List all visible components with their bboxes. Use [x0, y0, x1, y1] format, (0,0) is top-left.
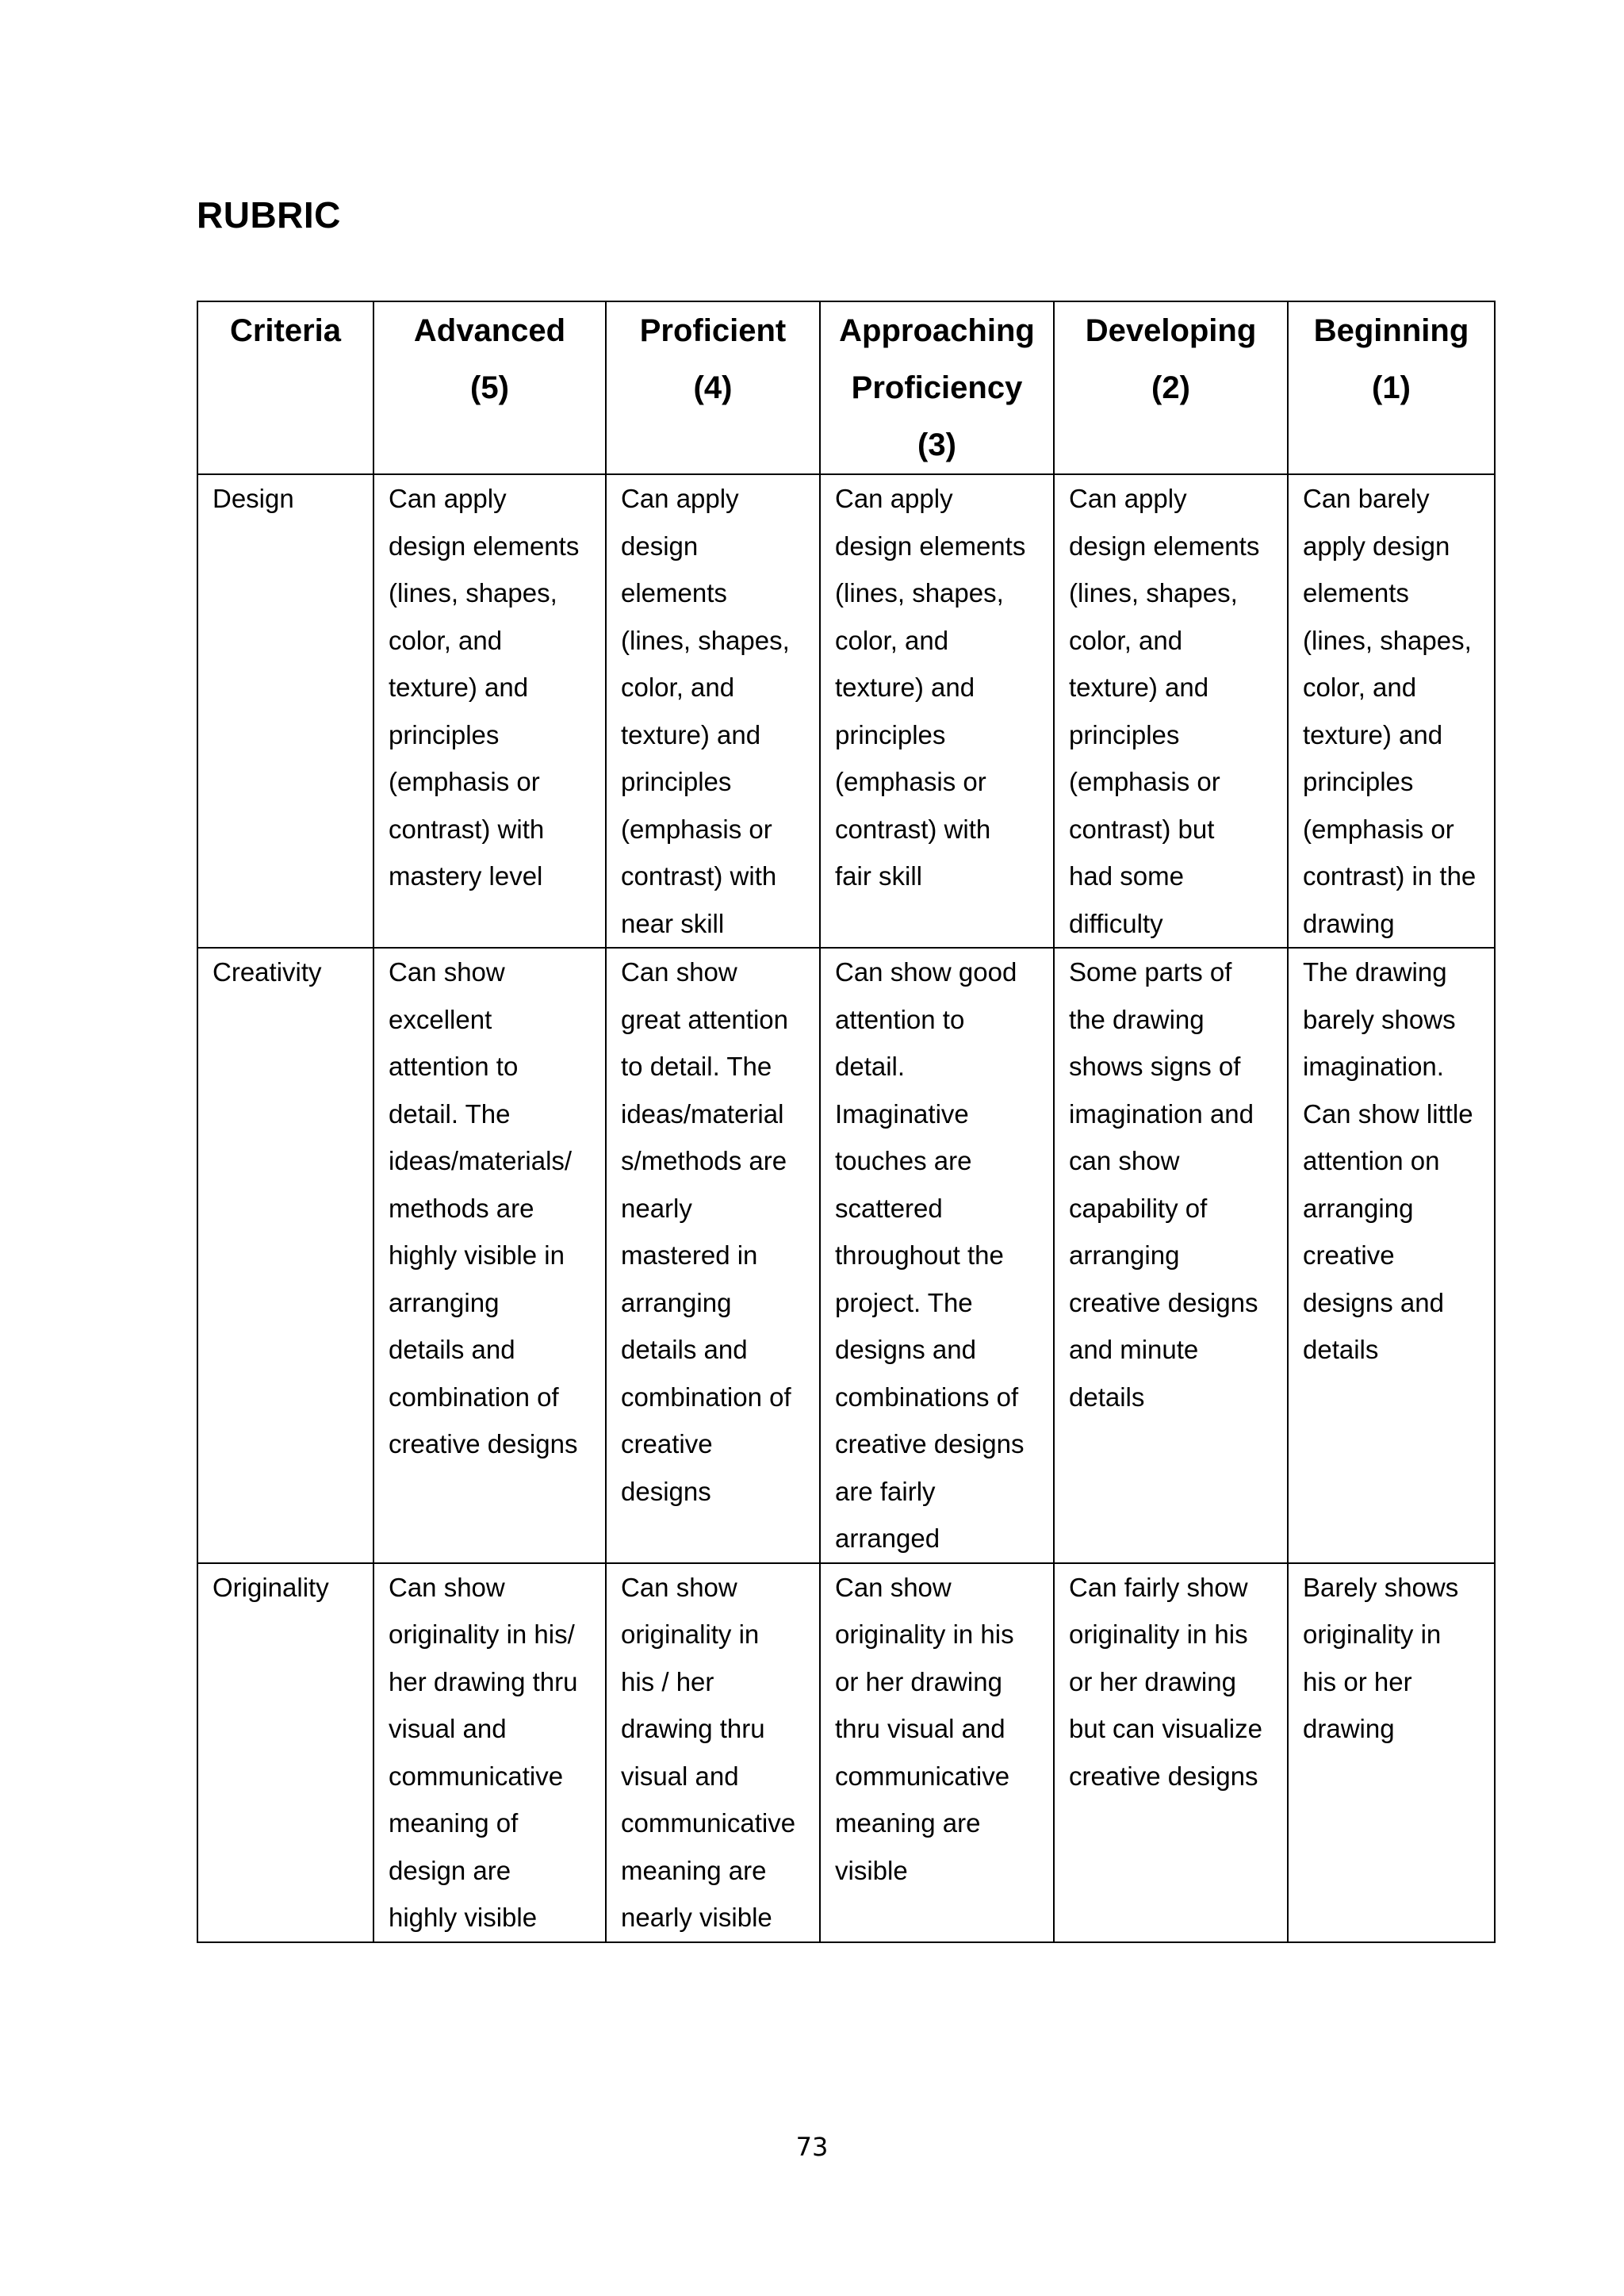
rubric-cell: Can apply design elements (lines, shapes, color, and texture) and principles (emphasis or contrast) with mastery level	[373, 474, 606, 948]
rubric-cell: Barely shows originality in his or her drawing	[1288, 1563, 1495, 1942]
rubric-cell: Can apply design elements (lines, shapes, color, and texture) and principles (emphasis or contrast) with fair skill	[820, 474, 1054, 948]
rubric-cell: Some parts of the drawing shows signs of imagination and can show capability of arranging creative designs and minute details	[1054, 948, 1288, 1563]
header-beginning: Beginning (1)	[1288, 301, 1495, 474]
header-row	[197, 301, 1495, 474]
rubric-cell: Can apply design elements (lines, shapes, color, and texture) and principles (emphasis or contrast) but had some difficulty	[1054, 474, 1288, 948]
rubric-cell: Can show excellent attention to detail. The ideas/materials/ methods are highly visible in arranging details and combination of creative designs	[373, 948, 606, 1563]
criterion-cell: Creativity	[197, 948, 373, 1563]
criterion-cell: Design	[197, 474, 373, 948]
rubric-table	[197, 301, 1496, 1943]
rubric-cell: Can show originality in his or her drawing thru visual and communicative meaning are visible	[820, 1563, 1054, 1942]
page-number: 73	[795, 2132, 829, 2162]
header-approaching-proficiency: Approaching Proficiency (3)	[820, 301, 1054, 474]
rubric-cell: Can fairly show originality in his or her drawing but can visualize creative designs	[1054, 1563, 1288, 1942]
header-developing: Developing (2)	[1054, 301, 1288, 474]
rubric-cell: Can show great attention to detail. The ideas/material s/methods are nearly mastered in arranging details and combination of creative designs	[606, 948, 820, 1563]
rubric-cell: Can show originality in his/ her drawing thru visual and communicative meaning of design are highly visible	[373, 1563, 606, 1942]
rubric-cell: Can apply design elements (lines, shapes, color, and texture) and principles (emphasis or contrast) with near skill	[606, 474, 820, 948]
rubric-cell: The drawing barely shows imagination. Can show little attention on arranging creative designs and details	[1288, 948, 1495, 1563]
criterion-cell: Originality	[197, 1563, 373, 1942]
rubric-cell: Can show originality in his / her drawing thru visual and communicative meaning are nearly visible	[606, 1563, 820, 1942]
table-row	[197, 948, 1495, 1563]
table-row	[197, 474, 1495, 948]
table-row	[197, 1563, 1495, 1942]
page-title: RUBRIC	[197, 194, 341, 236]
header-criteria: Criteria	[197, 301, 373, 474]
header-proficient: Proficient (4)	[606, 301, 820, 474]
rubric-cell: Can show good attention to detail. Imaginative touches are scattered throughout the project. The designs and combinations of creative designs are fairly arranged	[820, 948, 1054, 1563]
header-advanced: Advanced (5)	[373, 301, 606, 474]
rubric-cell: Can barely apply design elements (lines, shapes, color, and texture) and principles (emphasis or contrast) in the drawing	[1288, 474, 1495, 948]
